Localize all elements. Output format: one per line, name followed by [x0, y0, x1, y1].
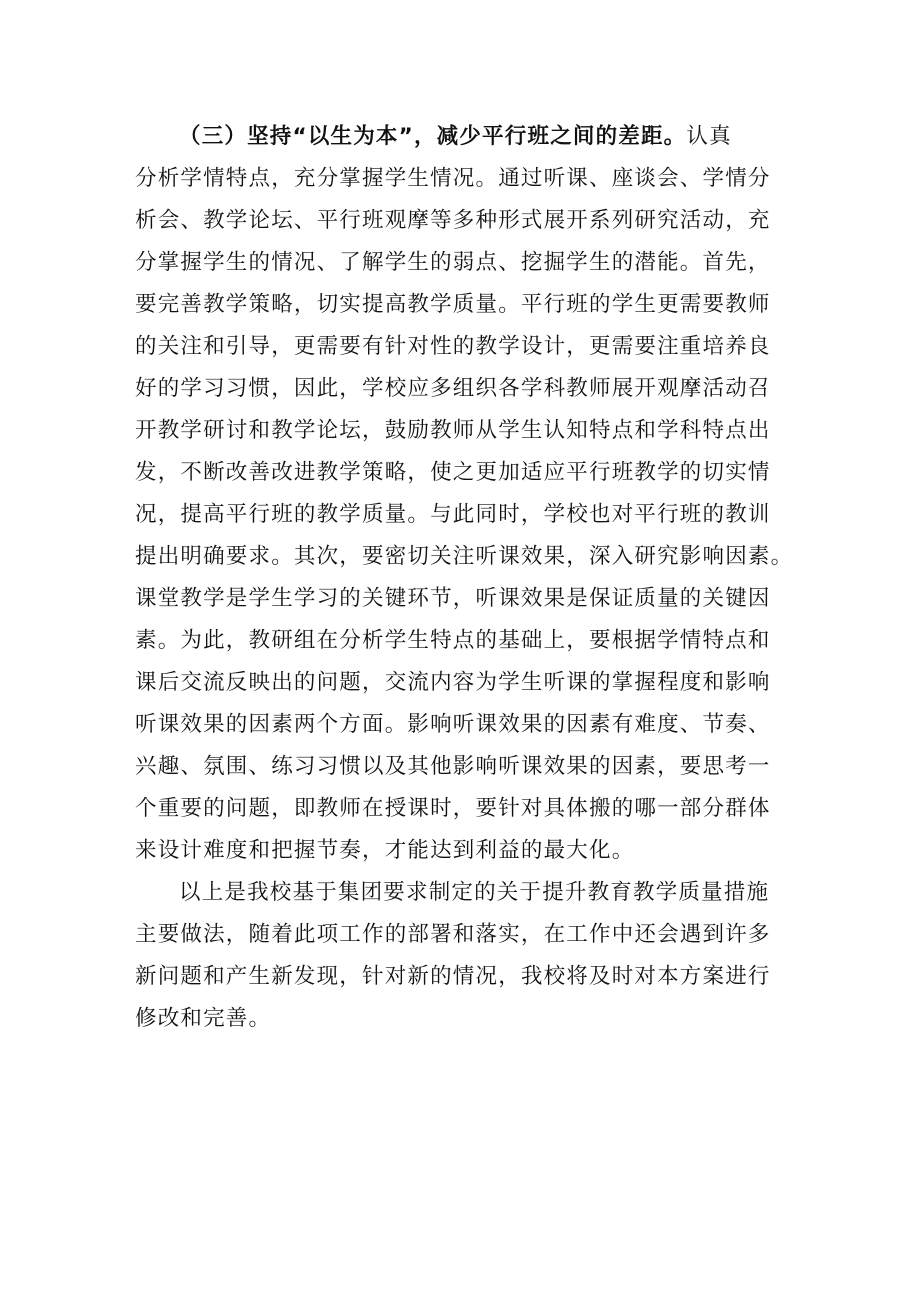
text-line: 发，不断改善改进教学策略，使之更加适应平行班教学的切实情: [135, 460, 771, 485]
text-line: 修改和完善。: [135, 1006, 272, 1031]
text-line: 分掌握学生的情况、了解学生的弱点、挖掘学生的潜能。首先，: [135, 250, 771, 275]
text-line: 的关注和引导，更需要有针对性的教学设计，更需要注重培养良: [135, 334, 771, 359]
text-line: 新问题和产生新发现，针对新的情况，我校将及时对本方案进行: [135, 964, 771, 989]
text-line: 要完善教学策略，切实提高教学质量。平行班的学生更需要教师: [135, 292, 771, 317]
text-line: 个重要的问题，即教师在授课时，要针对具体搬的哪一部分群体: [135, 796, 771, 821]
text-line: 课后交流反映出的问题，交流内容为学生听课的掌握程度和影响: [135, 670, 771, 695]
text-line: 提出明确要求。其次，要密切关注听课效果，深入研究影响因素。: [135, 544, 794, 569]
first-line-tail: 认真: [686, 124, 732, 149]
text-line: 素。为此，教研组在分析学生特点的基础上，要根据学情特点和: [135, 628, 771, 653]
text-line: 来设计难度和把握节奏，才能达到利益的最大化。: [135, 838, 635, 863]
text-line: 析会、教学论坛、平行班观摩等多种形式展开系列研究活动，充: [135, 208, 771, 233]
section-heading: （三）坚持“以生为本”，减少平行班之间的差距。: [179, 124, 687, 149]
text-line: 课堂教学是学生学习的关键环节，听课效果是保证质量的关键因: [135, 586, 771, 611]
text-line: 听课效果的因素两个方面。影响听课效果的因素有难度、节奏、: [135, 712, 771, 737]
text-line: 以上是我校基于集团要求制定的关于提升教育教学质量措施: [179, 880, 770, 905]
text-line: 分析学情特点，充分掌握学生情况。通过听课、座谈会、学情分: [135, 166, 771, 191]
paragraph-1-first-line: [179, 126, 732, 148]
text-line: 主要做法，随着此项工作的部署和落实，在工作中还会遇到许多: [135, 922, 771, 947]
text-line: 开教学研讨和教学论坛，鼓励教师从学生认知特点和学科特点出: [135, 418, 771, 443]
text-line: 兴趣、氛围、练习习惯以及其他影响听课效果的因素，要思考一: [135, 754, 771, 779]
text-line: 好的学习习惯，因此，学校应多组织各学科教师展开观摩活动召: [135, 376, 771, 401]
text-line: 况，提高平行班的教学质量。与此同时，学校也对平行班的教训: [135, 502, 771, 527]
